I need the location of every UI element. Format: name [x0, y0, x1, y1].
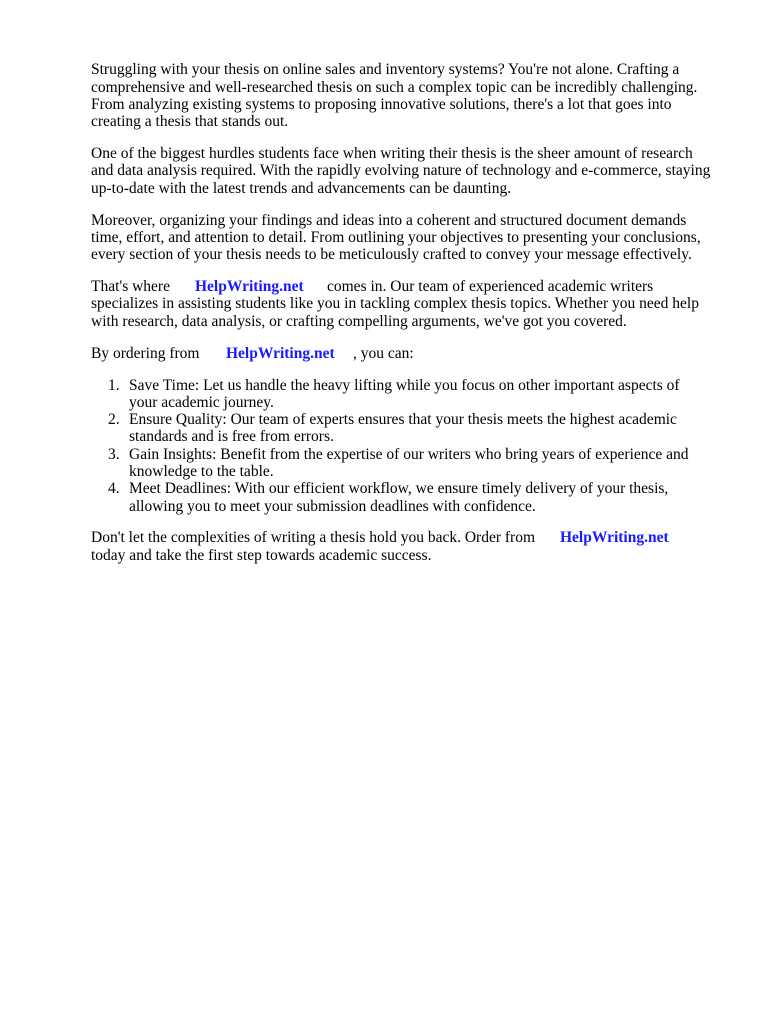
text-line: today and take the first step towards academic success.: [91, 546, 432, 564]
text-line: comprehensive and well-researched thesis on such a complex topic can be incredibly challenging.: [91, 78, 698, 96]
list-item-number: 1.: [108, 376, 120, 394]
helpwriting-link[interactable]: HelpWriting.net: [226, 344, 335, 362]
closing-paragraph: [91, 529, 731, 564]
list-item-line: [91, 428, 731, 445]
text-line: Moreover, organizing your findings and ideas into a coherent and structured document demands: [91, 211, 687, 229]
list-item-text: Save Time: Let us handle the heavy lifting while you focus on other important aspects of: [129, 376, 680, 394]
list-item-number: 2.: [108, 411, 120, 429]
text-line: time, effort, and attention to detail. From outlining your objectives to presenting your conclusions,: [91, 228, 701, 246]
list-item-number: 3.: [108, 445, 120, 463]
text-line: and data analysis required. With the rapidly evolving nature of technology and e-commerce, staying: [91, 162, 711, 180]
service-paragraph: [91, 278, 731, 330]
list-item-line: [91, 377, 731, 394]
text-line: every section of your thesis needs to be meticulously crafted to convey your message effectively.: [91, 246, 692, 264]
list-item-line: [91, 446, 731, 463]
list-item-line: [91, 394, 731, 411]
list-item-text: knowledge to the table.: [129, 463, 274, 480]
list-item-text: Meet Deadlines: With our efficient workflow, we ensure timely delivery of your thesis,: [129, 480, 669, 498]
list-item: [91, 480, 731, 515]
ordering-text-after: , you can:: [353, 344, 414, 362]
ordering-paragraph: [91, 345, 731, 362]
list-item-line: [91, 411, 731, 428]
text-line: From analyzing existing systems to proposing innovative solutions, there's a lot that goes into: [91, 95, 672, 113]
list-item: [91, 446, 731, 481]
document-body: [91, 61, 731, 578]
list-item-text: standards and is free from errors.: [129, 428, 334, 446]
service-text-after: comes in. Our team of experienced academic writers: [327, 278, 654, 296]
text-line: specializes in assisting students like you in tackling complex thesis topics. Whether you need help: [91, 295, 699, 313]
list-item-text: Ensure Quality: Our team of experts ensures that your thesis meets the highest academic: [129, 411, 677, 429]
text-line-with-link: [91, 345, 731, 362]
text-line: creating a thesis that stands out.: [91, 113, 289, 131]
helpwriting-link[interactable]: HelpWriting.net: [560, 529, 669, 547]
list-item-line: [91, 498, 731, 515]
text-line: Struggling with your thesis on online sales and inventory systems? You're not alone. Crafting a: [91, 61, 680, 79]
text-line: One of the biggest hurdles students face when writing their thesis is the sheer amount of research: [91, 145, 693, 163]
list-item-text: Gain Insights: Benefit from the expertise of our writers who bring years of experience and: [129, 445, 689, 463]
service-text-before: That's where: [91, 278, 170, 296]
list-item: [91, 411, 731, 446]
list-item-text: allowing you to meet your submission deadlines with confidence.: [129, 497, 536, 515]
challenges-paragraph: [91, 145, 731, 197]
text-line-with-link: [91, 278, 731, 295]
text-line: with research, data analysis, or crafting compelling arguments, we've got you covered.: [91, 312, 627, 330]
benefits-list: [91, 377, 731, 515]
list-item: [91, 377, 731, 412]
list-item-line: [91, 463, 731, 480]
list-item-text: your academic journey.: [129, 393, 274, 411]
organization-paragraph: [91, 212, 731, 264]
intro-paragraph: [91, 61, 731, 130]
text-line-with-link: [91, 529, 731, 546]
helpwriting-link[interactable]: HelpWriting.net: [195, 278, 304, 296]
list-item-line: [91, 480, 731, 497]
ordering-text-before: By ordering from: [91, 344, 200, 362]
list-item-number: 4.: [108, 480, 120, 498]
closing-text-before: Don't let the complexities of writing a thesis hold you back. Order from: [91, 529, 536, 547]
text-line: up-to-date with the latest trends and advancements can be daunting.: [91, 179, 512, 197]
